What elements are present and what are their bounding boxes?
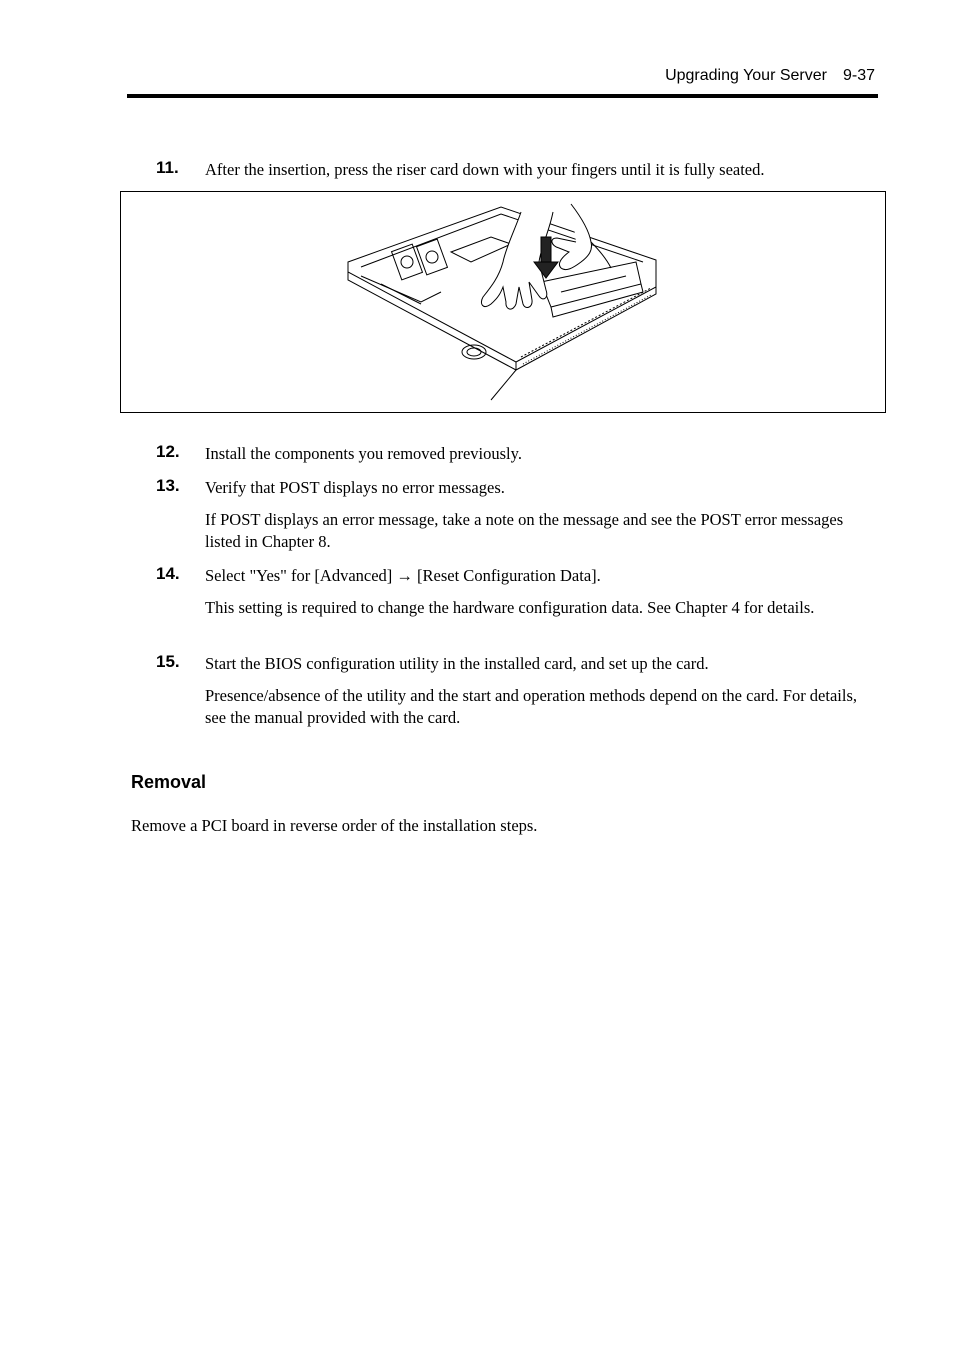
step-number: 14.: [156, 564, 180, 583]
step-text: Start the BIOS configuration utility in the installed card, and set up the card.: [205, 654, 709, 673]
step-note: Presence/absence of the utility and the start and operation methods depend on the card. For details, see the manual provided with the card.: [205, 686, 858, 727]
step-note: If POST displays an error message, take a note on the message and see the POST error messages listed in Chapter 8.: [205, 510, 844, 551]
step-text: Select "Yes" for [Advanced] → [Reset Configuration Data].: [205, 566, 601, 585]
header-rule: [127, 94, 878, 98]
step-number: 12.: [156, 442, 180, 461]
step-text: After the insertion, press the riser card down with your fingers until it is fully seated.: [205, 160, 765, 179]
step-note: This setting is required to change the hardware configuration data. See Chapter 4 for details.: [205, 598, 815, 617]
page-number: 9-37: [842, 67, 875, 84]
figure-riser-card-press: [120, 191, 886, 413]
step-text: Install the components you removed previously.: [205, 444, 522, 463]
step-number: 13.: [156, 476, 180, 495]
header-title: Upgrading Your Server: [665, 67, 827, 84]
running-header: [665, 66, 875, 86]
riser-card-illustration: [121, 192, 885, 412]
step-number: 15.: [156, 652, 180, 671]
step-text: Verify that POST displays no error messages.: [205, 478, 505, 497]
removal-paragraph: Remove a PCI board in reverse order of the installation steps.: [131, 816, 538, 835]
section-heading-removal: Removal: [131, 772, 207, 792]
step-number: 11.: [156, 158, 179, 177]
